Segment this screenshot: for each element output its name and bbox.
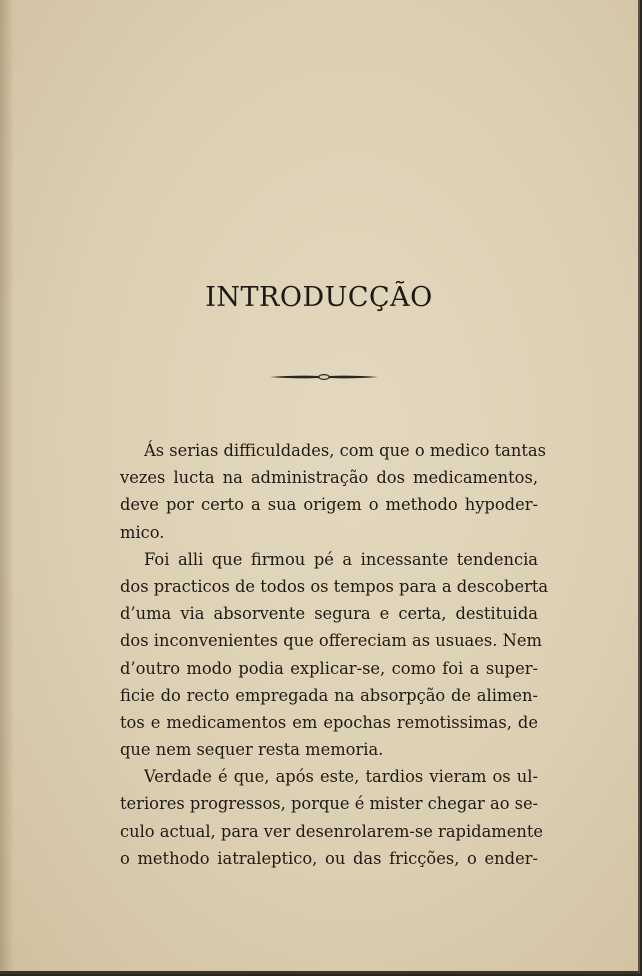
ornament-divider-icon — [268, 370, 380, 384]
body-text — [120, 437, 549, 872]
text-line: culo actual, para ver desenrolarem-se rapidamente — [120, 821, 544, 841]
text-line: ficie do recto empregada na absorpção de alimen- — [120, 685, 538, 705]
text-line: deve por certo a sua origem o methodo hypoder- — [120, 495, 538, 515]
paragraph-2 — [120, 546, 549, 764]
text-line: o methodo iatraleptico, ou das fricções, o ender- — [120, 848, 538, 868]
text-line: que nem sequer resta memoria. — [120, 740, 384, 760]
text-line: dos practicos de todos os tempos para a descoberta — [120, 576, 549, 596]
text-line: dos inconvenientes que offereciam as usuaes. Nem — [120, 631, 542, 651]
text-line: tos e medicamentos em epochas remotissimas, de — [120, 712, 538, 732]
text-line: mico. — [120, 522, 165, 542]
chapter-title: INTRODUCÇÃO — [205, 282, 433, 313]
paragraph-1 — [120, 437, 546, 546]
text-line: Ás serias difficuldades, com que o medico tantas — [144, 441, 546, 460]
text-line: d’outro modo podia explicar-se, como foi a super- — [120, 658, 538, 678]
text-line: Verdade é que, após este, tardios vieram os ul- — [144, 767, 538, 787]
text-line: teriores progressos, porque é mister chegar ao se- — [120, 794, 539, 814]
text-line: Foi alli que firmou pé a incessante tendencia — [144, 549, 538, 569]
text-line: d’uma via absorvente segura e certa, destituida — [120, 604, 538, 624]
text-line: vezes lucta na administração dos medicamentos, — [120, 468, 538, 488]
paragraph-3 — [120, 763, 544, 872]
